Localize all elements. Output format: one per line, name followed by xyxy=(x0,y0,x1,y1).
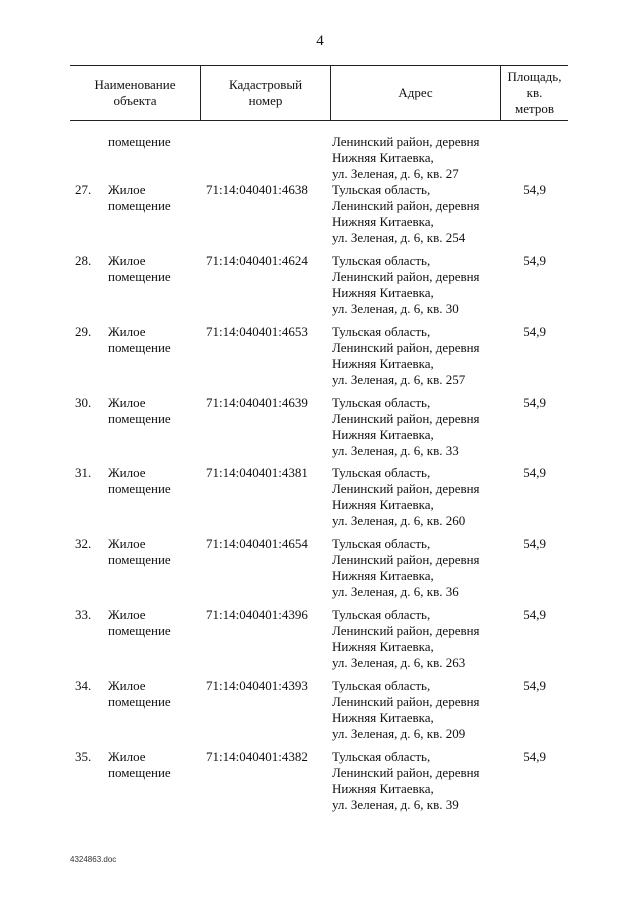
address xyxy=(332,749,522,813)
table-row xyxy=(0,182,640,246)
row-number: 34. xyxy=(75,678,92,693)
address-line: Тульская область, xyxy=(332,324,431,339)
header-area-line1: Площадь, xyxy=(507,69,562,84)
object-name-line: Жилое xyxy=(108,182,146,197)
address-line: Нижняя Китаевка, xyxy=(332,568,434,583)
object-name-line: помещение xyxy=(108,623,171,638)
address xyxy=(332,465,522,529)
row-number: 28. xyxy=(75,253,92,268)
table-row xyxy=(0,465,640,529)
object-name-line: Жилое xyxy=(108,678,146,693)
table-row xyxy=(0,749,640,813)
address-line: Нижняя Китаевка, xyxy=(332,639,434,654)
object-name xyxy=(108,182,200,214)
address-line: Ленинский район, деревня xyxy=(332,765,480,780)
object-name xyxy=(108,395,200,427)
address-line: Ленинский район, деревня xyxy=(332,694,480,709)
table-row xyxy=(0,253,640,317)
address-line: Нижняя Китаевка, xyxy=(332,285,434,300)
row-number: 30. xyxy=(75,395,92,410)
row-number: 31. xyxy=(75,465,92,480)
object-name-line: помещение xyxy=(108,198,171,213)
address xyxy=(332,607,522,671)
address-line: ул. Зеленая, д. 6, кв. 36 xyxy=(332,584,459,599)
address xyxy=(332,678,522,742)
object-name-line: помещение xyxy=(108,481,171,496)
address-line: Нижняя Китаевка, xyxy=(332,781,434,796)
row-number: 33. xyxy=(75,607,92,622)
cadastral-number: 71:14:040401:4393 xyxy=(206,678,308,693)
cadastral-number: 71:14:040401:4382 xyxy=(206,749,308,764)
row-number: 27. xyxy=(75,182,92,197)
object-name xyxy=(108,607,200,639)
area-value: 54,9 xyxy=(523,182,546,197)
address xyxy=(332,324,522,388)
address-line: Тульская область, xyxy=(332,465,431,480)
address-line: Ленинский район, деревня xyxy=(332,481,480,496)
cadastral-number: 71:14:040401:4396 xyxy=(206,607,308,622)
object-name xyxy=(108,253,200,285)
header-cadastral-cell xyxy=(200,66,330,120)
header-name-cell xyxy=(70,66,200,120)
address-line: ул. Зеленая, д. 6, кв. 209 xyxy=(332,726,466,741)
continued-address-line: ул. Зеленая, д. 6, кв. 27 xyxy=(332,166,459,181)
address-line: Тульская область, xyxy=(332,607,431,622)
area-value: 54,9 xyxy=(523,395,546,410)
address-line: Тульская область, xyxy=(332,253,431,268)
table-row xyxy=(0,324,640,388)
cadastral-number: 71:14:040401:4654 xyxy=(206,536,308,551)
address-line: Нижняя Китаевка, xyxy=(332,214,434,229)
area-value: 54,9 xyxy=(523,324,546,339)
table-row xyxy=(0,395,640,459)
object-name xyxy=(108,324,200,356)
header-area-cell xyxy=(500,66,568,120)
address xyxy=(332,253,522,317)
object-name-line: Жилое xyxy=(108,536,146,551)
table-row xyxy=(0,678,640,742)
header-cadastral-line1: Кадастровый xyxy=(228,77,303,92)
cadastral-number: 71:14:040401:4638 xyxy=(206,182,308,197)
address-line: Тульская область, xyxy=(332,536,431,551)
address-line: Ленинский район, деревня xyxy=(332,269,480,284)
area-value: 54,9 xyxy=(523,607,546,622)
address xyxy=(332,536,522,600)
header-name-line1: Наименование xyxy=(94,77,176,92)
address-line: ул. Зеленая, д. 6, кв. 257 xyxy=(332,372,466,387)
address-line: Ленинский район, деревня xyxy=(332,411,480,426)
header-address: Адрес xyxy=(398,85,433,100)
address-line: Тульская область, xyxy=(332,182,431,197)
object-name-line: помещение xyxy=(108,269,171,284)
header-name-line2: объекта xyxy=(113,93,157,108)
header-area-line2: кв. xyxy=(526,85,543,100)
cadastral-number: 71:14:040401:4381 xyxy=(206,465,308,480)
object-name-line: помещение xyxy=(108,340,171,355)
object-name-line: помещение xyxy=(108,411,171,426)
row-number: 29. xyxy=(75,324,92,339)
address-line: ул. Зеленая, д. 6, кв. 263 xyxy=(332,655,466,670)
object-name-line: помещение xyxy=(108,765,171,780)
continued-address-line: Нижняя Китаевка, xyxy=(332,150,434,165)
object-name xyxy=(108,678,200,710)
object-name-line: помещение xyxy=(108,694,171,709)
header-area-line3: метров xyxy=(515,101,554,116)
table-row xyxy=(0,607,640,671)
object-name xyxy=(108,465,200,497)
object-name-line: Жилое xyxy=(108,465,146,480)
address-line: Тульская область, xyxy=(332,678,431,693)
address-line: ул. Зеленая, д. 6, кв. 260 xyxy=(332,513,466,528)
table-row xyxy=(0,536,640,600)
object-name-line: Жилое xyxy=(108,253,146,268)
row-number: 35. xyxy=(75,749,92,764)
object-name xyxy=(108,536,200,568)
page-number: 4 xyxy=(316,33,324,49)
address-line: ул. Зеленая, д. 6, кв. 30 xyxy=(332,301,459,316)
address-line: Нижняя Китаевка, xyxy=(332,427,434,442)
address-line: ул. Зеленая, д. 6, кв. 33 xyxy=(332,443,459,458)
area-value: 54,9 xyxy=(523,749,546,764)
row-number: 32. xyxy=(75,536,92,551)
address-line: Ленинский район, деревня xyxy=(332,552,480,567)
area-value: 54,9 xyxy=(523,253,546,268)
continued-address xyxy=(332,134,522,182)
area-value: 54,9 xyxy=(523,678,546,693)
cadastral-number: 71:14:040401:4639 xyxy=(206,395,308,410)
footer-filename: 4324863.doc xyxy=(70,855,117,864)
area-value: 54,9 xyxy=(523,536,546,551)
address-line: Ленинский район, деревня xyxy=(332,340,480,355)
cadastral-number: 71:14:040401:4653 xyxy=(206,324,308,339)
address-line: ул. Зеленая, д. 6, кв. 254 xyxy=(332,230,466,245)
object-name-line: Жилое xyxy=(108,607,146,622)
address-line: Ленинский район, деревня xyxy=(332,198,480,213)
table-header xyxy=(70,65,568,121)
header-address-cell xyxy=(330,66,500,120)
address xyxy=(332,395,522,459)
address-line: Тульская область, xyxy=(332,395,431,410)
object-name-line: Жилое xyxy=(108,324,146,339)
header-cadastral-line2: номер xyxy=(248,93,283,108)
address-line: Ленинский район, деревня xyxy=(332,623,480,638)
cadastral-number: 71:14:040401:4624 xyxy=(206,253,308,268)
continued-object-name xyxy=(108,134,200,150)
address-line: Нижняя Китаевка, xyxy=(332,710,434,725)
address-line: Нижняя Китаевка, xyxy=(332,356,434,371)
object-name-line: Жилое xyxy=(108,749,146,764)
address xyxy=(332,182,522,246)
area-value: 54,9 xyxy=(523,465,546,480)
continued-address-line: Ленинский район, деревня xyxy=(332,134,480,149)
address-line: Тульская область, xyxy=(332,749,431,764)
object-name-line: помещение xyxy=(108,552,171,567)
address-line: Нижняя Китаевка, xyxy=(332,497,434,512)
address-line: ул. Зеленая, д. 6, кв. 39 xyxy=(332,797,459,812)
object-name-line: Жилое xyxy=(108,395,146,410)
object-name xyxy=(108,749,200,781)
continued-name-text: помещение xyxy=(108,134,171,149)
